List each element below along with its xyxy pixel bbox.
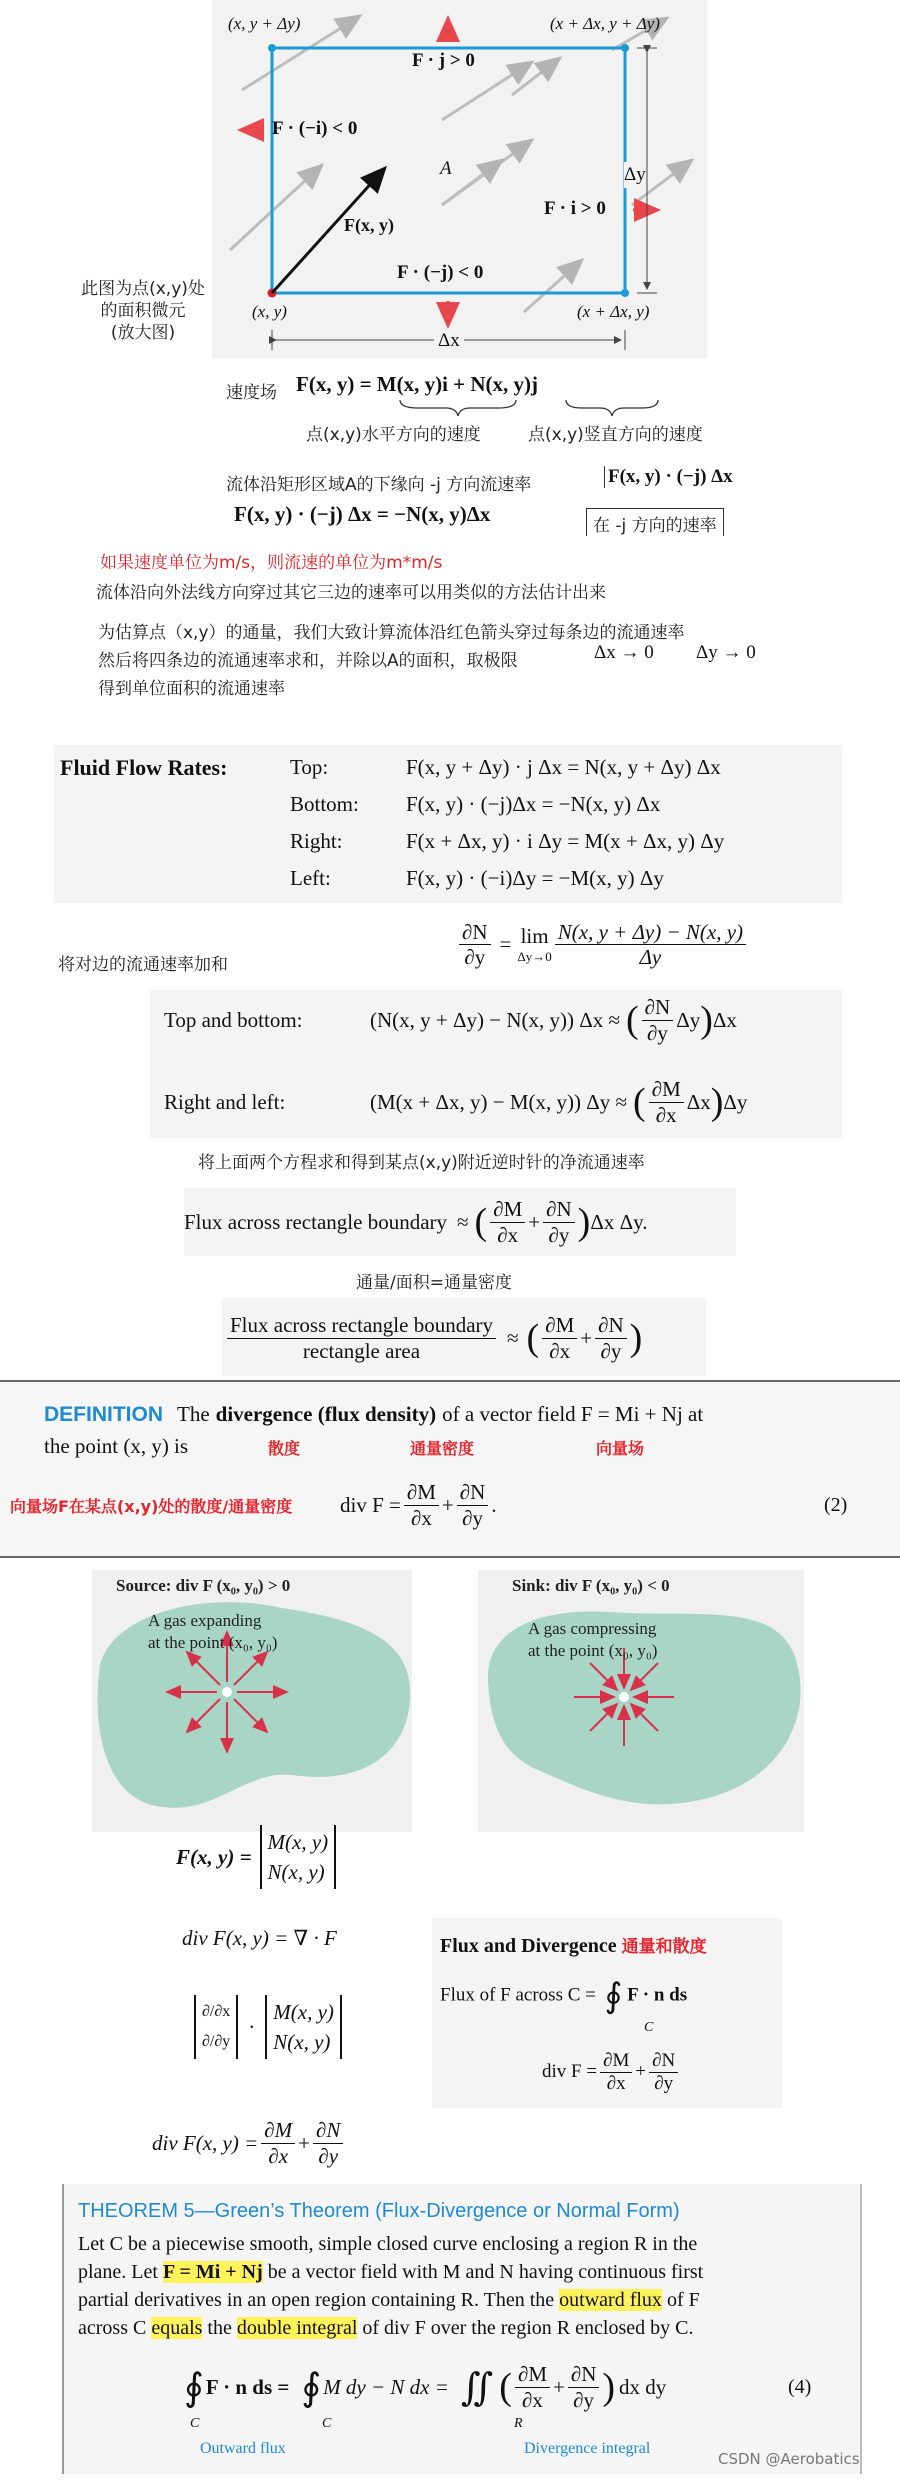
sink-panel: [478, 1570, 804, 1832]
flux-box-div: div F = $\frac{\partial M}{\partial x}$ + $\frac{\partial N}{\partial y}$: [542, 2044, 681, 2100]
limit-y: Δy → 0: [696, 642, 756, 663]
equation-number: (2): [824, 1494, 848, 1516]
contour-c-label: C: [644, 2020, 654, 2035]
div-result: div F(x, y) = $\frac{\partial M}{\partial x}$ + $\frac{\partial N}{\partial y}$: [152, 2112, 346, 2174]
theorem-line: across C equals the double integral of div F over the region R enclosed by C.: [78, 2317, 694, 2339]
left-edge-label: F · (−i) < 0: [272, 118, 358, 139]
corner-label-tl: (x, y + Δy): [228, 14, 301, 33]
flux-box-title-cn: 通量和散度: [621, 1937, 707, 1957]
velocity-note-n: 点(x,y)竖直方向的速度: [528, 425, 703, 445]
definition-red-lead: 向量场F在某点(x,y)处的散度/通量密度: [10, 1497, 293, 1516]
source-point: [222, 1687, 232, 1697]
top-edge-label: F · j > 0: [412, 50, 475, 71]
estimate-line-3: 得到单位面积的流通速率: [98, 679, 285, 699]
tb-label: Top and bottom:: [164, 1008, 303, 1032]
definition-box: [0, 1380, 900, 1558]
rates-title: Fluid Flow Rates:: [60, 755, 228, 780]
region-label: A: [440, 158, 452, 179]
contour-c-label: C: [322, 2416, 332, 2431]
theorem-body: [78, 2230, 838, 2342]
boundary-flux: Flux across rectangle boundary ≈ ( $\frac{\partial M}{\partial x}$ + $\frac{\partial N}{\partial y}$ ) Δx Δy.: [184, 1197, 648, 1247]
corner-label-bl: (x, y): [252, 302, 287, 321]
flux-box-title: Flux and Divergence: [440, 1935, 617, 1957]
definition-bold: divergence (flux density): [215, 1402, 437, 1426]
source-title: Source: div F (x₀, y₀) > 0: [116, 1576, 291, 1595]
rate-formula: F(x, y) · (−i)Δy = −M(x, y) Δy: [406, 866, 664, 890]
corner-dot: [621, 289, 629, 297]
flux-density-ratio: $\frac{\text{Flux across rectangle boundary}}{\text{rectangle area}}$ ≈ ( $\frac{\partial M}{\partial x}$ + $\frac{\partial N}{\partial y}$ ): [224, 1304, 642, 1372]
nabla-dot-product: ∂/∂x ∂/∂y · M(x, y) N(x, y): [194, 1990, 342, 2064]
outward-flux-label: Outward flux: [200, 2440, 286, 2457]
vector-label: F(x, y): [344, 215, 394, 235]
rate-formula: F(x, y + Δy) · j Δx = N(x, y + Δy) Δx: [406, 755, 721, 779]
rate-formula: F(x + Δx, y) · i Δy = M(x + Δx, y) Δy: [406, 829, 725, 853]
fluid-flow-rates-panel: [54, 745, 842, 903]
theorem-line: plane. Let F = Mi + Nj be a vector field with M and N having continuous first: [78, 2261, 704, 2283]
rate-formula: F(x, y) · (−j)Δx = −N(x, y) Δx: [406, 792, 661, 816]
watermark: CSDN @Aerobatics: [718, 2450, 860, 2468]
rl-expression: (M(x + Δx, y) − M(x, y)) Δy ≈ ( $\frac{\partial M}{\partial x}$ Δx ) Δy: [370, 1077, 748, 1127]
tag-divergence: 散度: [268, 1439, 301, 1458]
lower-edge-formula: F(x, y) · (−j) Δx = −N(x, y)Δx: [234, 502, 491, 526]
definition-text: The: [177, 1402, 210, 1426]
corner-dot: [268, 44, 276, 52]
partial-derivative-definition: $\frac{\partial N}{\partial y}$ = lim Δy→0 $\frac{N(x, y + \Delta y) - N(x, y)}{\Delta y}$: [456, 920, 749, 969]
figure-note: 此图为点(x,y)处 的面积微元 (放大图): [81, 279, 205, 343]
sink-point: [619, 1692, 629, 1702]
theorem-heading: THEOREM 5—Green’s Theorem (Flux-Divergence or Normal Form): [78, 2200, 680, 2222]
dx-label: Δx: [434, 330, 464, 352]
density-note: 通量/面积=通量密度: [356, 1273, 512, 1293]
vector-field-column: F(x, y) = M(x, y) N(x, y): [176, 1822, 336, 1892]
estimate-line-1: 为估算点（x,y）的通量，我们大致计算流体沿红色箭头穿过每条边的流通速率: [98, 623, 685, 643]
units-note: 如果速度单位为m/s，则流速的单位为m*m/s: [100, 553, 443, 573]
add-note: 将上面两个方程求和得到某点(x,y)附近逆时针的净流通速率: [198, 1153, 645, 1173]
rate-side: Bottom:: [290, 792, 359, 816]
corner-label-br: (x + Δx, y): [577, 302, 650, 321]
region-r-label: R: [514, 2416, 523, 2431]
bottom-edge-label: F · (−j) < 0: [397, 262, 484, 283]
theorem-equation-number: (4): [788, 2376, 812, 2398]
sum-note: 将对边的流通速率加和: [58, 955, 228, 975]
underbraces: [398, 398, 698, 420]
velocity-formula: F(x, y) = M(x, y)i + N(x, y)j: [296, 372, 539, 396]
flow-arrow: [512, 58, 560, 95]
greens-theorem-equation: ∮ F · n ds = ∮ M dy − N dx = ∬ ( $\frac{\partial M}{\partial x}$ + $\frac{\partial N}{\partial y}$ ) dx dy: [184, 2362, 667, 2412]
rl-label: Right and left:: [164, 1090, 286, 1114]
div-nabla: div F(x, y) = ∇ · F: [182, 1926, 337, 1950]
tag-vector-field: 向量场: [596, 1439, 645, 1458]
source-text: A gas expanding at the point (x₀, y₀): [148, 1611, 278, 1652]
divergence-formula: div F = $\frac{\partial M}{\partial x}$ + $\frac{\partial N}{\partial y}$ .: [340, 1480, 497, 1530]
definition-heading: DEFINITION: [44, 1403, 163, 1426]
limit-x: Δx → 0: [594, 642, 654, 663]
flow-arrow: [524, 260, 582, 312]
rate-side: Left:: [290, 866, 331, 890]
flux-definition: Flux of F across C = ∮ F · n ds: [440, 1978, 688, 2015]
sink-title: Sink: div F (x₀, y₀) < 0: [512, 1576, 670, 1595]
tb-expression: (N(x, y + Δy) − N(x, y)) Δx ≈ ( $\frac{\partial N}{\partial y}$ Δy ) Δx: [370, 995, 737, 1045]
source-panel: [92, 1570, 412, 1832]
divergence-integral-label: Divergence integral: [524, 2440, 651, 2457]
theorem-line: partial derivatives in an open region containing R. Then the outward flux of F: [78, 2289, 700, 2311]
other-edges-note: 流体沿向外法线方向穿过其它三边的速率可以用类似的方法估计出来: [96, 583, 606, 603]
corner-label-tr: (x + Δx, y + Δy): [550, 14, 660, 33]
estimate-line-2: 然后将四条边的流通速率求和，并除以A的面积，取极限: [98, 651, 518, 671]
lower-edge-expr: F(x, y) · (−j) Δx: [604, 466, 733, 488]
flux-divergence-box: [432, 1918, 782, 2108]
corner-dot: [621, 44, 629, 52]
contour-c-label: C: [190, 2416, 200, 2431]
theorem-box: [62, 2184, 862, 2474]
sink-text: A gas compressing at the point (x₀, y₀): [528, 1619, 658, 1660]
velocity-label: 速度场: [226, 383, 277, 403]
tag-flux-density: 通量密度: [410, 1439, 475, 1458]
velocity-note-m: 点(x,y)水平方向的速度: [306, 425, 481, 445]
theorem-line: Let C be a piecewise smooth, simple closed curve enclosing a region R in the: [78, 2233, 698, 2255]
right-edge-label: F · i > 0: [544, 198, 606, 219]
definition-text: the point (x, y) is: [44, 1434, 189, 1458]
flow-arrow: [230, 165, 322, 250]
lower-edge-text: 流体沿矩形区域A的下缘向 -j 方向流速率: [226, 475, 532, 495]
definition-text: of a vector field F = Mi + Nj at: [442, 1402, 704, 1426]
rate-side: Right:: [290, 829, 343, 853]
sink-diagram: [478, 1570, 804, 1832]
lower-edge-note: 在 -j 方向的速率: [586, 508, 724, 536]
rectangle-figure: [212, 0, 707, 358]
rate-side: Top:: [290, 755, 329, 779]
dy-label: Δy: [624, 162, 646, 188]
